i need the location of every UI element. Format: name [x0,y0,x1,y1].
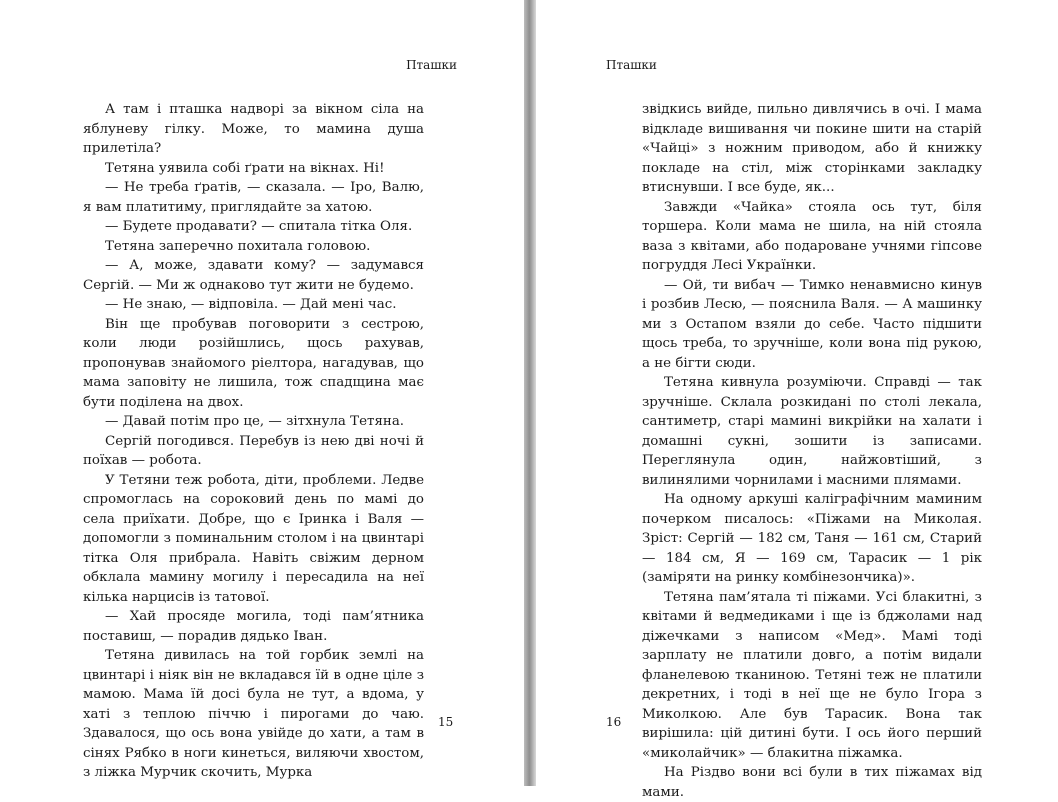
paragraph: Він ще пробував поговорити з сестрою, коли люди розійшлись, щось рахував, пропонував знайомого ріелтора, нагадував, що мама заповіту не лишила, тож спадщина має бути поділена на двох. [83,316,424,410]
paragraph: Тетяна дивилась на той горбик землі на цвинтарі і ніяк він не вкладався їй в одне ціле з мамою. Мама їй досі була не тут, а вдома, у хаті з теплою піччю і пирогами до чаю. Здавалося, що ось вона увійде до хати, а там в сінях Рябко в ноги кинеться, виляючи хвостом, з ліжка Мурчик скочить, Мурка [83,648,424,780]
body-text [642,100,982,802]
paragraph: — Ой, ти вибач — Тимко ненавмисно кинув і розбив Лесю, — пояснила Валя. — А машинку ми з Остапом взяли до себе. Часто підшити щось треба, то зручніше, коли вона під рукою, а не бігти сюди. [642,277,982,371]
page-number: 15 [438,715,454,729]
paragraph: Тетяна заперечно похитала головою. [105,238,371,254]
running-head: Пташки [606,58,657,72]
paragraph: — Будете продавати? — спитала тітка Оля. [105,219,413,234]
left-page [0,0,524,786]
paragraph: У Тетяни теж робота, діти, проблеми. Ледве спромоглась на сороковий день по мамі до села приїхати. Добре, що є Іринка і Валя — допомогли з поминальним столом і на цвинтарі тітка Оля прибрала. Навіть свіжим дерном обклала мамину могилу і пересадила на неї кілька нарцисів із татової. [83,472,424,605]
paragraph: Сергій погодився. Перебув із нею дві ночі й поїхав — робота. [83,433,424,468]
paragraph: — Хай просяде могила, тоді пам’ятника поставиш, — порадив дядько Іван. [83,609,424,644]
paragraph: Завжди «Чайка» стояла ось тут, біля торшера. Коли мама не шила, на ній стояла ваза з квітами, або подароване учнями гіпсове погруддя Лесі Українки. [642,199,982,273]
running-head: Пташки [406,58,457,72]
paragraph: Тетяна кивнула розуміючи. Справді — так зручніше. Склала розкидані по столі лекала, сантиметр, старі мамині викрійки на халати і домашні сукні, зошити із записами. Переглянула один, найжовтіший, з вилинялими чорнилами і масними плямами. [642,375,982,488]
page-number: 16 [606,715,622,729]
paragraph: — Не треба ґратів, — сказала. — Іро, Валю, я вам платитиму, приглядайте за хатою. [83,180,424,215]
right-page [536,0,1058,800]
paragraph: На Різдво вони всі були в тих піжамах від мами. [642,765,982,800]
book-spine [524,0,536,786]
paragraph: — Не знаю, — відповіла. — Дай мені час. [105,297,397,312]
paragraph: Тетяна уявила собі ґрати на вікнах. Ні! [105,160,385,176]
paragraph: — А, може, здавати кому? — задумався Сергій. — Ми ж однаково тут жити не будемо. [83,258,424,293]
paragraph: Тетяна пам’ятала ті піжами. Усі блакитні, з квітами й ведмедиками і ще із бджолами над діжечками з написом «Мед». Мамі тоді зарплату не платили довго, а потім видали фланелевою тканиною. Тетяні теж не платили декретних, і тоді в неї ще не було Ігора з Миколкою. Але був Тарасик. Вона так вирішила: цій дитині бути. І ось його перший «миколайчик» — блакитна піжамка. [642,589,982,761]
continued-paragraph: звідкись вийде, пильно дивлячись в очі. І мама відкладе вишивання чи покине шити на старій «Чайці» з ножним приводом, або й книжку покладе на стіл, між сторінками закладку втиснувши. І все буде, як... [642,102,982,195]
paragraph: На одному аркуші каліграфічним маминим почерком писалось: «Піжами на Миколая. Зріст: Сергій — 182 см, Таня — 161 см, Старий — 184 см, Я — 169 см, Тарасик — 1 рік (заміряти на ринку комбінезончика)». [642,492,982,585]
paragraph: А там і пташка надворі за вікном сіла на яблуневу гілку. Може, то мамина душа прилетіла? [83,102,424,156]
paragraph: — Давай потім про це, — зітхнула Тетяна. [105,414,405,429]
body-text [83,100,424,783]
